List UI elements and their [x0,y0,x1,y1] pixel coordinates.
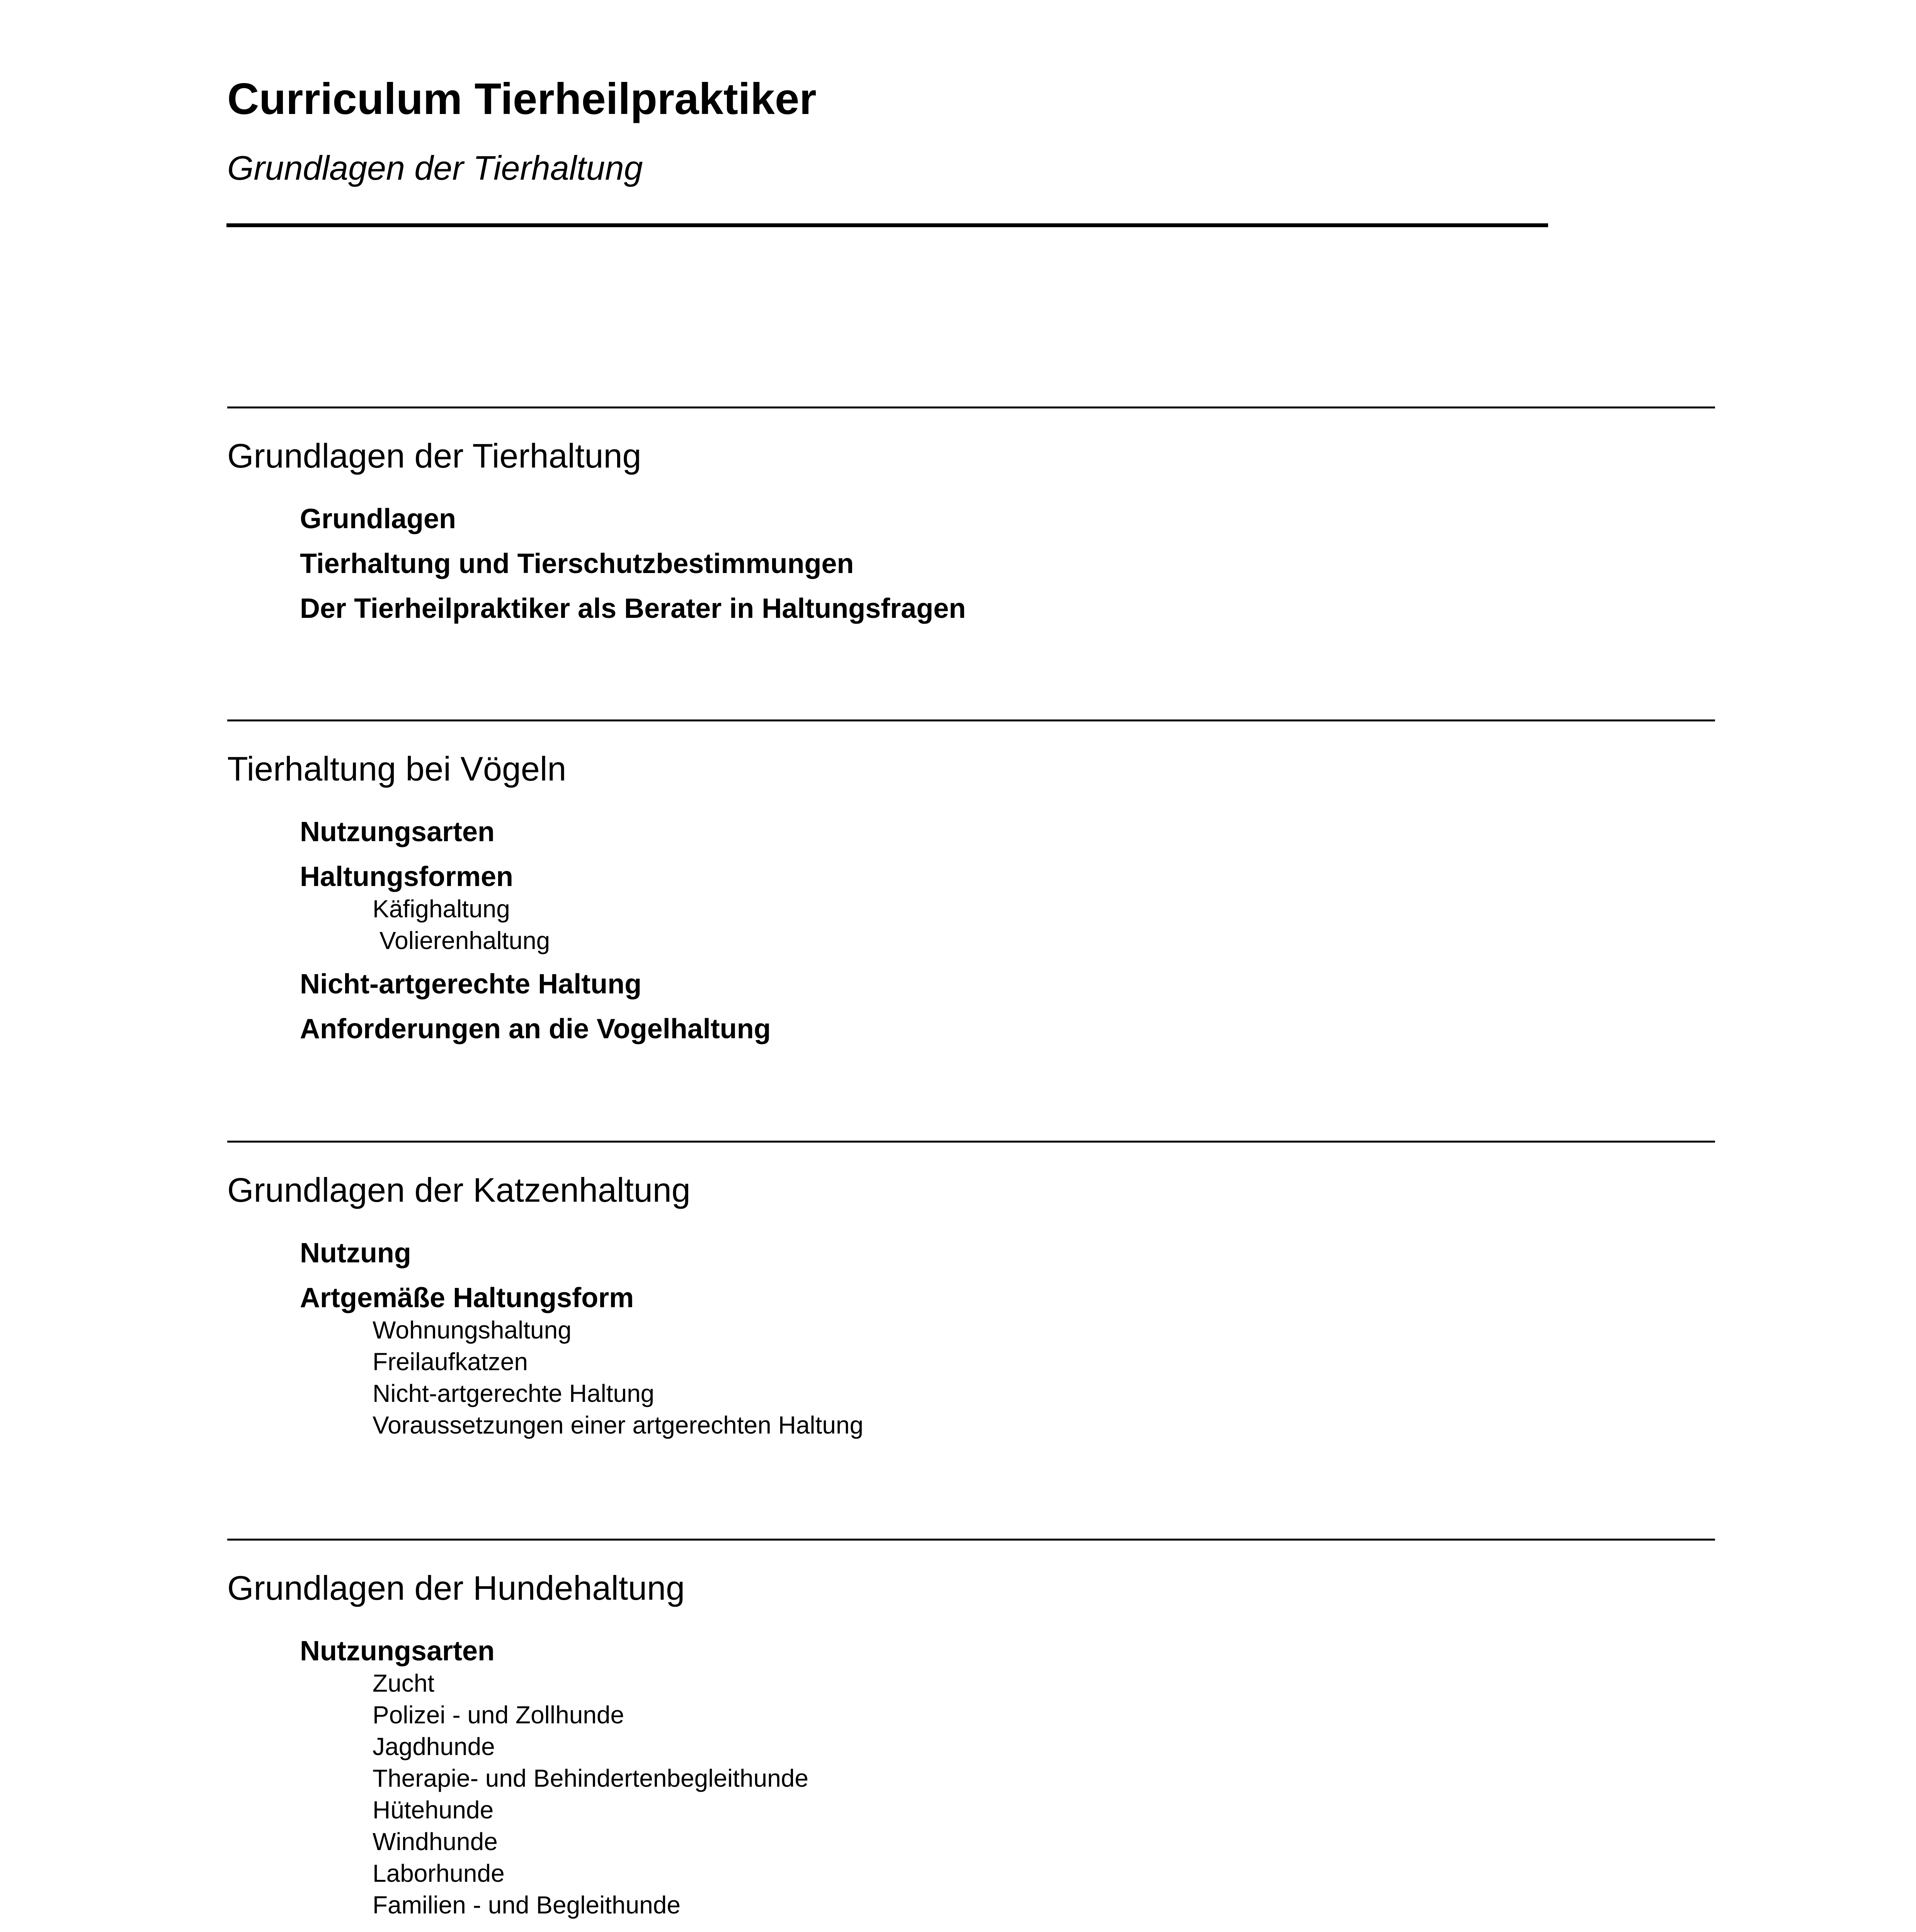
subtopic-item: Wohnungshaltung [373,1316,572,1344]
subtopic-item: Polizei - und Zollhunde [373,1701,624,1729]
page-title: Curriculum Tierheilpraktiker [227,75,817,124]
section-title: Grundlagen der Hundehaltung [227,1569,685,1607]
topic-item: Nutzungsarten [300,1636,495,1667]
section-divider [227,719,1715,721]
header-divider [226,223,1548,227]
subtopic-item: Hütehunde [373,1796,494,1824]
subtopic-item: Freilaufkatzen [373,1348,528,1376]
subtopic-item: Jagdhunde [373,1733,495,1760]
section-items [227,810,1715,1051]
subtopic-list [373,893,1715,956]
topic-item [300,1926,1715,1932]
topic-item: Nicht-artgerechte Haltung [300,969,642,1000]
subtopic-item: Zucht [373,1669,435,1697]
section-voegel [227,719,1715,1051]
subtopic-item: Volierenhaltung [379,927,550,954]
section-items [227,1231,1715,1441]
topic-item: Haltungsformen [300,861,514,892]
subtopic-item: Therapie- und Behindertenbegleithunde [373,1764,808,1792]
subtopic-item: Voraussetzungen einer artgerechten Haltung [373,1411,864,1439]
section-items [227,497,1715,631]
section-katzen [227,1141,1715,1446]
section-title: Tierhaltung bei Vögeln [227,750,567,788]
topic-item: Tierhaltung und Tierschutzbestimmungen [300,548,854,579]
subtopic-item: Nicht-artgerechte Haltung [373,1379,655,1407]
section-title: Grundlagen der Tierhaltung [227,437,642,475]
topic-item: Nutzung [300,1238,411,1269]
section-divider [227,406,1715,408]
subtopic-item: Laborhunde [373,1859,505,1887]
section-title: Grundlagen der Katzenhaltung [227,1171,691,1209]
subtopic-item: Familien - und Begleithunde [373,1891,681,1919]
subtopic-list [373,1667,1715,1921]
subtopic-item: Käfighaltung [373,895,510,923]
topic-item: Anforderungen an die Vogelhaltung [300,1014,771,1044]
topic-item: Nutzungsarten [300,816,495,847]
subtopic-list [373,1314,1715,1441]
topic-item: Artgemäße Haltungsform [300,1282,634,1313]
subtopic-item: Windhunde [373,1828,498,1855]
topic-item: Grundlagen [300,503,456,534]
topic-item: Der Tierheilpraktiker als Berater in Haltungsfragen [300,593,966,624]
page-subtitle: Grundlagen der Tierhaltung [227,149,643,187]
section-hunde [227,1539,1715,1932]
section-divider [227,1539,1715,1541]
section-divider [227,1141,1715,1143]
section-tierhaltung [227,406,1715,631]
section-items [227,1629,1715,1932]
